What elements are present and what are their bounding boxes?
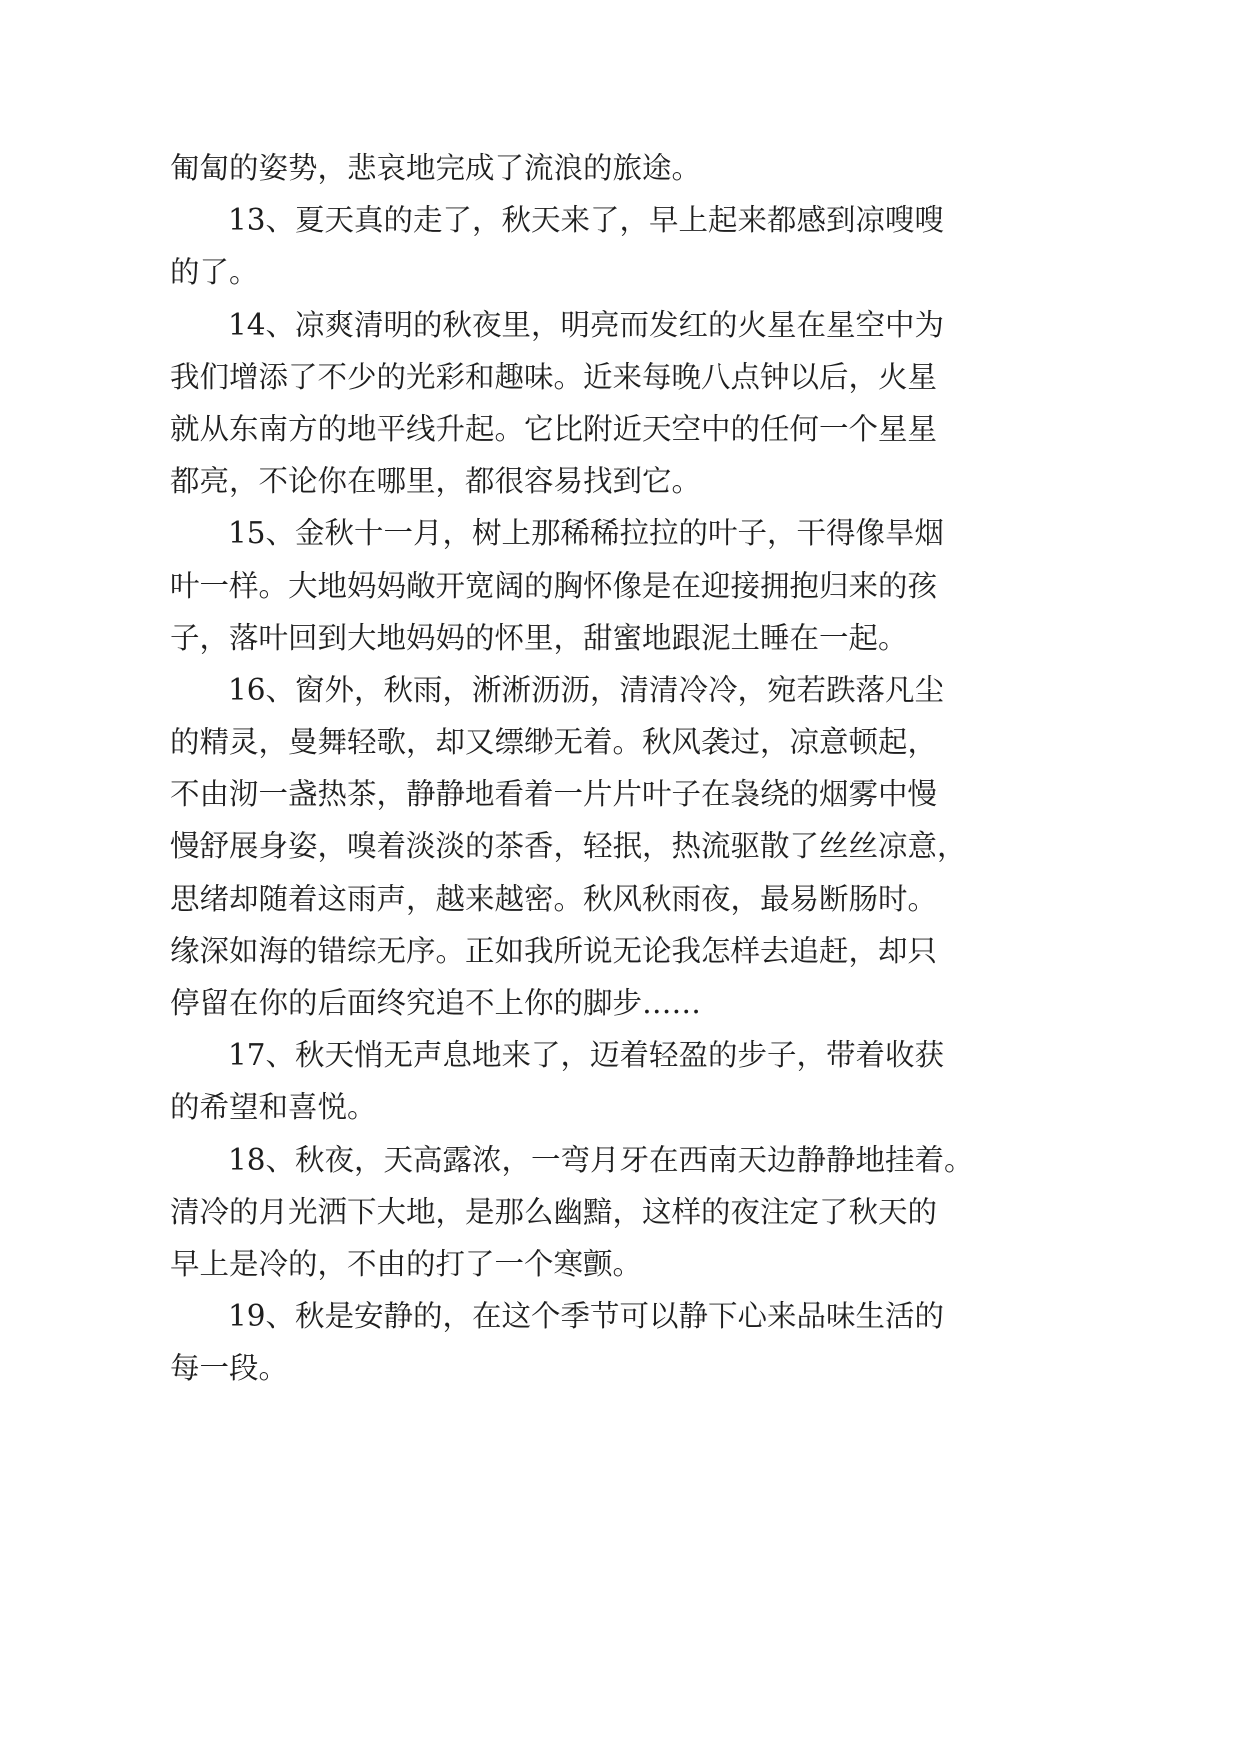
paragraph-first-line: 14、凉爽清明的秋夜里，明亮而发红的火星在星空中为 <box>228 307 945 342</box>
paragraph-line: 都亮，不论你在哪里，都很容易找到它。 <box>170 464 702 499</box>
paragraph-line: 清冷的月光洒下大地，是那么幽黯，这样的夜注定了秋天的 <box>170 1194 938 1229</box>
paragraph-line: 就从东南方的地平线升起。它比附近天空中的任何一个星星 <box>170 411 938 446</box>
paragraph-14 <box>170 299 1170 508</box>
paragraph-line: 的了。 <box>170 255 259 290</box>
paragraph-15 <box>170 507 1170 664</box>
paragraph-line: 思绪却随着这雨声，越来越密。秋风秋雨夜，最易断肠时。 <box>170 881 938 916</box>
paragraph-line: 停留在你的后面终究追不上你的脚步…… <box>170 986 702 1020</box>
paragraph-line: 我们增添了不少的光彩和趣味。近来每晚八点钟以后，火星 <box>170 359 938 394</box>
paragraph-13 <box>170 194 1170 298</box>
paragraph-line: 早上是冷的，不由的打了一个寒颤。 <box>170 1246 643 1281</box>
paragraph-16 <box>170 664 1170 1029</box>
paragraph-line: 慢舒展身姿，嗅着淡淡的茶香，轻抿，热流驱散了丝丝凉意， <box>170 829 967 864</box>
paragraph-line: 缘深如海的错综无序。正如我所说无论我怎样去追赶，却只 <box>170 933 938 968</box>
paragraph-first-line: 17、秋天悄无声息地来了，迈着轻盈的步子，带着收获 <box>228 1038 945 1073</box>
paragraph-line: 不由沏一盏热茶，静静地看着一片片叶子在袅绕的烟雾中慢 <box>170 777 938 812</box>
paragraph-line: 的精灵，曼舞轻歌，却又缥缈无着。秋风袭过，凉意顿起， <box>170 725 938 760</box>
paragraph-line: 叶一样。大地妈妈敞开宽阔的胸怀像是在迎接拥抱归来的孩 <box>170 568 938 603</box>
paragraph-line: 子，落叶回到大地妈妈的怀里，甜蜜地跟泥土睡在一起。 <box>170 620 908 655</box>
paragraph-line: 匍匐的姿势，悲哀地完成了流浪的旅途。 <box>170 151 702 185</box>
paragraph-19 <box>170 1290 1170 1394</box>
document-body <box>170 142 1170 1395</box>
paragraph-12-continuation <box>170 142 1170 194</box>
paragraph-17 <box>170 1029 1170 1133</box>
paragraph-line: 的希望和喜悦。 <box>170 1090 377 1125</box>
paragraph-first-line: 13、夏天真的走了，秋天来了，早上起来都感到凉嗖嗖 <box>228 203 945 238</box>
paragraph-first-line: 18、秋夜，天高露浓，一弯月牙在西南天边静静地挂着。 <box>228 1142 974 1177</box>
paragraph-first-line: 19、秋是安静的，在这个季节可以静下心来品味生活的 <box>228 1299 945 1334</box>
paragraph-18 <box>170 1134 1170 1291</box>
paragraph-first-line: 15、金秋十一月，树上那稀稀拉拉的叶子，干得像旱烟 <box>228 516 945 551</box>
paragraph-first-line: 16、窗外，秋雨，淅淅沥沥，清清冷冷，宛若跌落凡尘 <box>228 672 945 707</box>
paragraph-line: 每一段。 <box>170 1351 289 1386</box>
